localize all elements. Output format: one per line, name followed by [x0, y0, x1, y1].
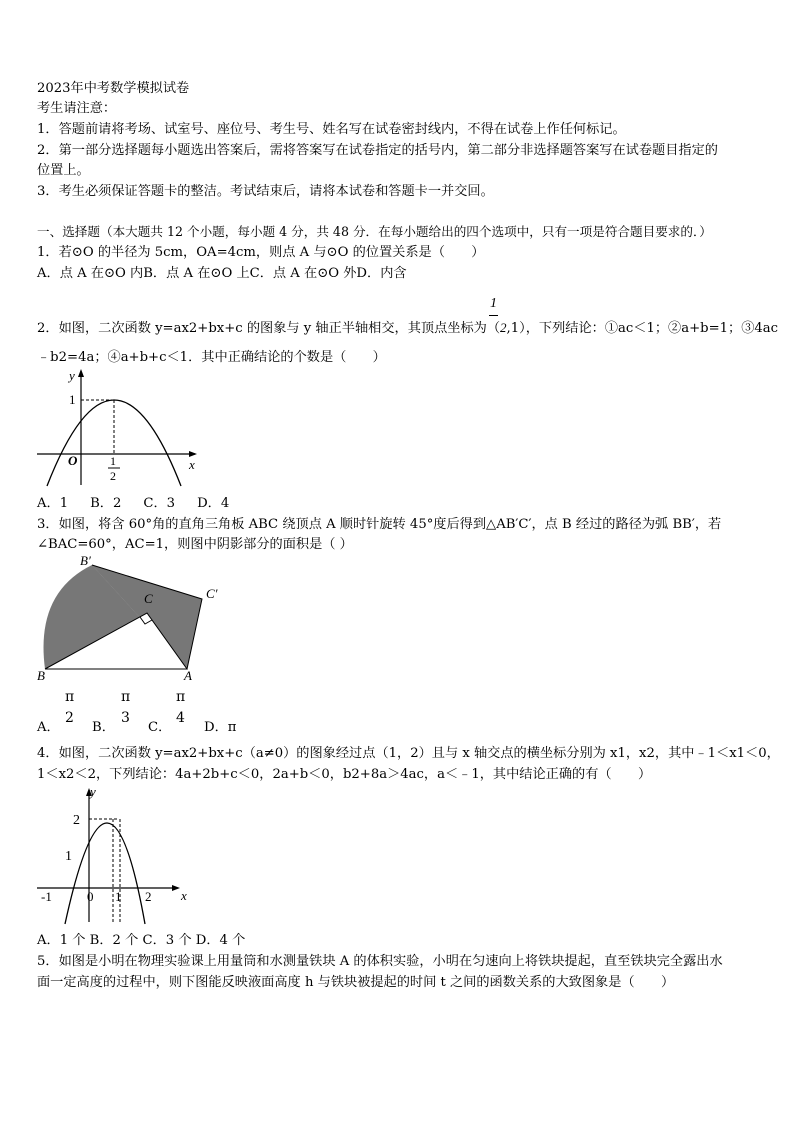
q4-zero-label: 0 [87, 889, 94, 904]
q2-x-label: x [189, 457, 195, 472]
q2-y-arrow [78, 369, 84, 377]
q4-y-label: y [90, 784, 96, 799]
q3-choice-b[interactable]: B． [92, 720, 115, 735]
q4-stem-a: 4．如图，二次函数 y=ax2+bx+c（a≠0）的图象经过点（1，2）且与 x 轴交点的横坐标分别为 x1，x2，其中﹣1＜x1＜0， [37, 746, 780, 761]
q3-label-c: C [144, 591, 153, 606]
q4-x1-label: 1 [115, 889, 122, 904]
q5-stem-b: 面一定高度的过程中，则下图能反映液面高度 h 与铁块被提起的时间 t 之间的函数关系的大致图象是（ ） [37, 975, 675, 990]
q4-neg1-label: -1 [41, 889, 52, 904]
q2-y-label: y [69, 368, 75, 383]
q4-x2-label: 2 [145, 889, 152, 904]
q3-choice-c[interactable]: C． [148, 720, 172, 735]
exam-title: 2023年中考数学模拟试卷 [37, 81, 190, 96]
q2-half-num: 1 [110, 454, 116, 468]
section-heading: 一、选择题（本大题共 12 个小题，每小题 4 分，共 48 分．在每小题给出的四个选项中，只有一项是符合题目要求的．） [37, 224, 712, 239]
notice-3: 3．考生必须保证答题卡的整洁。考试结束后，请将本试卷和答题卡一并交回。 [37, 184, 494, 199]
q3-choices [37, 687, 237, 733]
q3-choice-d[interactable]: D．π [204, 720, 237, 735]
q2-choice-b[interactable]: B．2 [90, 496, 122, 511]
q4-parabola [65, 823, 145, 924]
q4-parabola-figure [37, 782, 197, 927]
q2-one-label: 1 [69, 392, 76, 407]
q2-frac-den: 2 [500, 320, 507, 335]
q3-stem-b: ∠BAC=60°，AC=1，则图中阴影部分的面积是（ ） [37, 537, 353, 552]
q3-label-bp: B′ [80, 553, 91, 568]
q2-origin-label: O [68, 453, 78, 468]
q3-pi-c: π [176, 689, 186, 705]
q4-stem-b: 1＜x2＜2，下列结论：4a+2b+c＜0，2a+b＜0，b2+8a＞4ac，a＜﹣1，其中结论正确的有（ ） [37, 767, 652, 782]
q1-choices: A．点 A 在⊙O 内B．点 A 在⊙O 上C．点 A 在⊙O 外D．内含 [37, 266, 407, 281]
notice-title: 考生请注意： [37, 101, 117, 116]
q4-two-label: 2 [73, 813, 80, 828]
q2-parabola-figure [37, 363, 202, 488]
q2-frac-bar [489, 315, 498, 316]
notice-2a: 2．第一部分选择题每小题选出答案后，需将答案写在试卷指定的括号内，第二部分非选择题答案写在试卷题目指定的 [37, 143, 718, 158]
q5-stem-a: 5．如图是小明在物理实验课上用量筒和水测量铁块 A 的体积实验，小明在匀速向上将铁块提起，直至铁块完全露出水 [37, 954, 723, 969]
q4-choices[interactable]: A．1 个 B．2 个 C．3 个 D．4 个 [37, 933, 246, 948]
q2-stem-a: 2．如图，二次函数 y=ax2+bx+c 的图象与 y 轴正半轴相交，其顶点坐标为（ [37, 321, 501, 336]
notice-2b: 位置上。 [37, 163, 90, 178]
q3-den-b: 3 [121, 710, 130, 726]
q3-pi-b: π [121, 689, 131, 705]
q3-pi-a: π [65, 689, 75, 705]
q3-stem-a: 3．如图，将含 60°角的直角三角板 ABC 绕顶点 A 顺时针旋转 45°度后得到△AB′C′，点 B 经过的路径为弧 BB′，若 [37, 517, 722, 532]
q3-choice-a[interactable]: A． [37, 720, 60, 735]
q3-triangle-figure [37, 553, 237, 685]
q2-choices [37, 495, 229, 513]
q4-x-label: x [181, 888, 187, 903]
q2-stem-c: ﹣b2=4a；④a+b+c＜1．其中正确结论的个数是（ ） [37, 350, 386, 365]
q4-one-label: 1 [65, 849, 72, 864]
q3-label-a: A [184, 668, 192, 683]
q2-frac-num: 1 [490, 296, 497, 311]
q2-stem-b: ,1），下列结论：①ac＜1；②a+b=1；③4ac [506, 321, 779, 336]
q3-den-a: 2 [65, 710, 74, 726]
notice-1: 1．答题前请将考场、试室号、座位号、考生号、姓名写在试卷密封线内，不得在试卷上作任何标记。 [37, 122, 626, 137]
q4-x-arrow [172, 885, 180, 891]
q3-label-b: B [37, 668, 45, 683]
q1-stem: 1．若⊙O 的半径为 5cm，OA=4cm，则点 A 与⊙O 的位置关系是（ ） [37, 245, 485, 260]
q2-choice-a[interactable]: A．1 [37, 496, 69, 511]
q2-choice-d[interactable]: D．4 [197, 496, 230, 511]
q3-label-cp: C′ [206, 586, 218, 601]
q3-den-c: 4 [176, 710, 185, 726]
q2-half-den: 2 [110, 469, 116, 483]
q2-choice-c[interactable]: C．3 [143, 496, 176, 511]
q2-stem-line1 [37, 319, 778, 338]
